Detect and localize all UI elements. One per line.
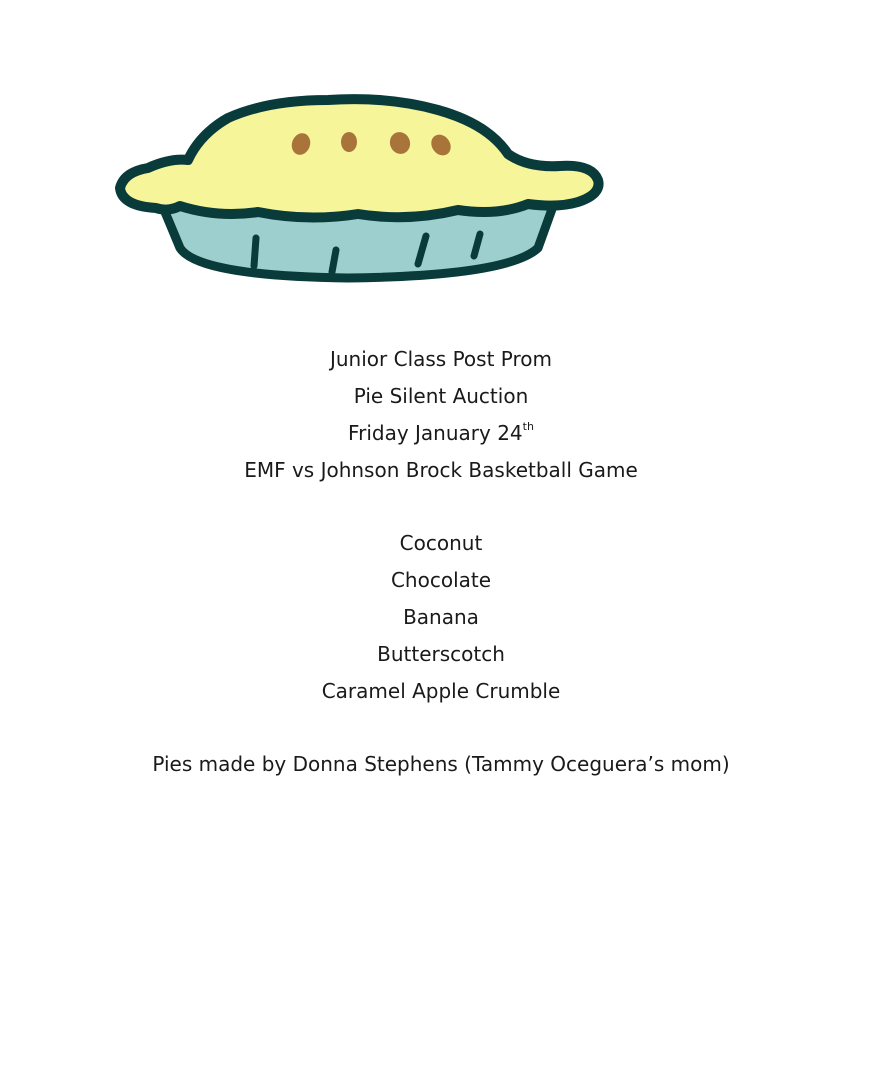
pie-list-item: Caramel Apple Crumble bbox=[321, 679, 561, 703]
event-date-main: Friday January 24 bbox=[348, 421, 523, 445]
flyer-title: Junior Class Post Prom bbox=[329, 347, 552, 371]
baker-credit: Pies made by Donna Stephens (Tammy Oceguera’s mom) bbox=[152, 752, 730, 776]
spacer bbox=[0, 489, 882, 525]
pie-list-item: Butterscotch bbox=[377, 642, 505, 666]
pie-icon bbox=[108, 88, 608, 288]
spacer bbox=[0, 710, 882, 746]
pie-list-item: Chocolate bbox=[390, 568, 492, 592]
event-date bbox=[0, 415, 882, 452]
pie-list-item: Coconut bbox=[399, 531, 483, 555]
auction-flyer bbox=[0, 341, 882, 783]
event-game: EMF vs Johnson Brock Basketball Game bbox=[244, 458, 638, 482]
flyer-subtitle: Pie Silent Auction bbox=[353, 384, 529, 408]
pie-illustration bbox=[108, 88, 608, 288]
event-date-suffix: th bbox=[522, 420, 534, 434]
pie-list-item: Banana bbox=[403, 605, 479, 629]
